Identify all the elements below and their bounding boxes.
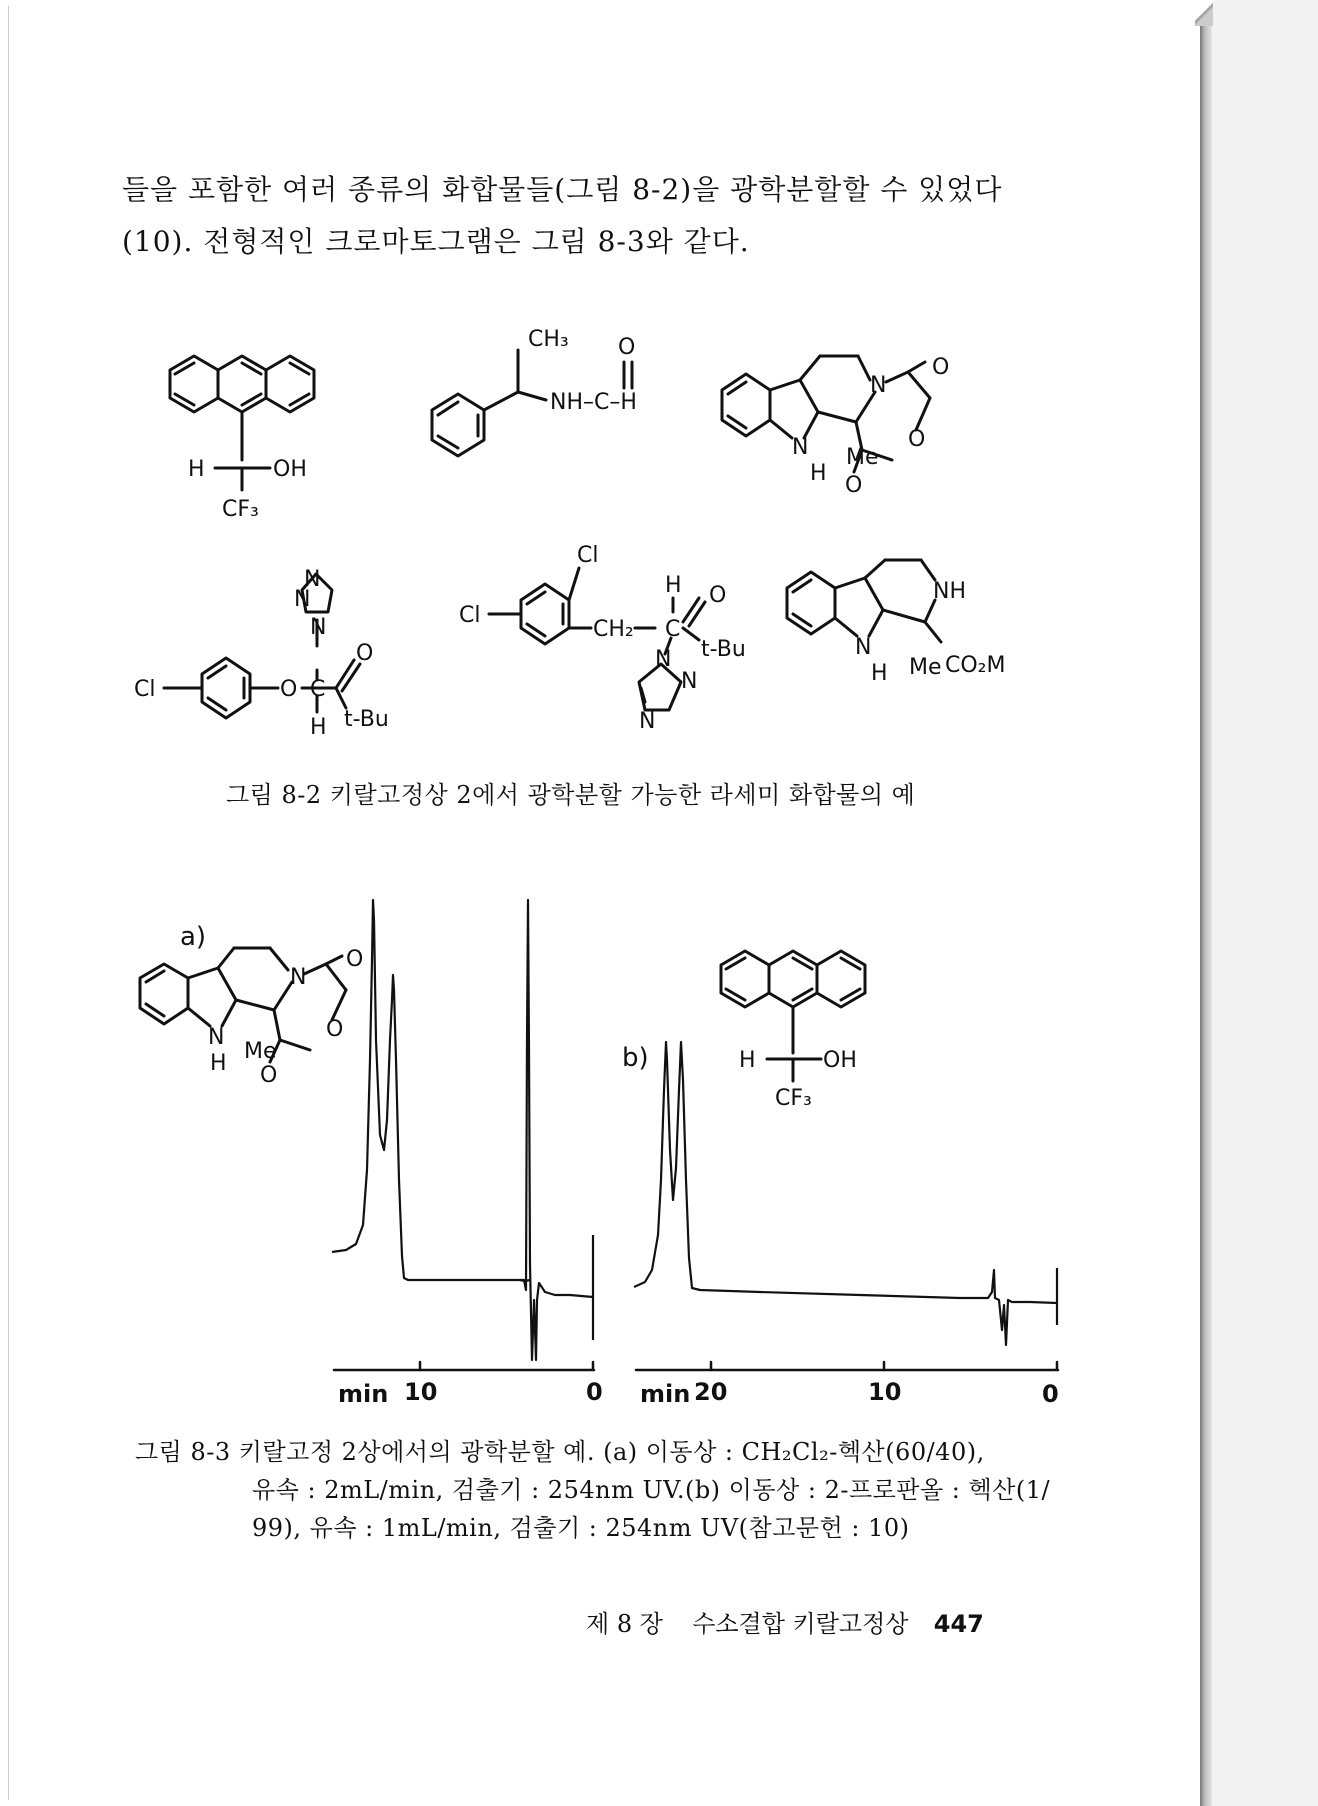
atom-label: H [188,457,205,482]
atom-label: OH [823,1048,857,1073]
atom-label: t-Bu [701,637,746,662]
atom-label: CF₃ [222,497,259,522]
atom-label: CF₃ [775,1086,812,1111]
axis-a-unit: min [338,1380,389,1408]
atom-label: O [908,427,926,452]
axis-a-tick-label: 0 [586,1378,603,1406]
atom-label: H [739,1048,756,1073]
atom-label: CO₂M [945,653,1006,678]
atom-label: NH–C–H [550,390,637,415]
atom-label: N [855,635,872,660]
trace-a [332,900,530,1281]
chromatogram-a [332,900,603,1408]
panel-b-label: b) [622,1043,649,1073]
atom-label: OH [273,457,307,482]
atom-label: O [932,355,950,380]
atom-label: Cl [577,543,599,568]
atom-label: O [260,1063,278,1088]
atom-label: Me [909,655,942,680]
atom-label: NH [933,579,966,604]
axis-b-tick-label: 10 [868,1378,902,1406]
atom-label: O [326,1017,344,1042]
atom-label: H [210,1051,227,1076]
body-text-line-2: (10). 전형적인 크로마토그램은 그림 8-3와 같다. [122,225,750,258]
atom-label: H [871,661,888,686]
atom-label: Cl [134,677,156,702]
footer-title: 수소결합 키랄고정상 [692,1610,909,1638]
atom-label: O [346,947,364,972]
atom-label: O [618,335,636,360]
body-text-line-1: 들을 포함한 여러 종류의 화합물들(그림 8-2)을 광학분할할 수 있었다 [122,173,1003,206]
atom-label: O [845,473,863,498]
chromatogram-b [634,1042,1059,1408]
atom-label: CH₃ [528,327,569,352]
atom-label: N [681,669,698,694]
atom-label: C [665,617,681,642]
page-number: 447 [933,1610,984,1638]
figure-8-3-caption-line-3: 99), 유속 : 1mL/min, 검출기 : 254nm UV(참고문헌 : 10) [252,1514,910,1542]
axis-a-tick-label: 10 [404,1378,438,1406]
atom-label: N [310,615,327,640]
atom-label: N [792,435,809,460]
footer-chapter: 제 8 장 [586,1610,663,1638]
figure-8-3-caption-line-1: 그림 8-3 키랄고정 2상에서의 광학분할 예. (a) 이동상 : CH₂Cl₂-헥산(60/40), [135,1438,985,1466]
atom-label: t-Bu [344,707,389,732]
atom-label: N [304,567,321,592]
figure-8-3-caption-line-2: 유속 : 2mL/min, 검출기 : 254nm UV.(b) 이동상 : 2-프로판올 : 헥산(1/ [252,1476,1051,1504]
atom-label: Me [846,445,879,470]
axis-b-tick-label: 20 [694,1378,728,1406]
atom-label: Me [244,1039,277,1064]
atom-label: N [290,965,307,990]
running-footer [586,1604,984,1639]
atom-label: CH₂ [593,617,634,642]
atom-label: C [310,677,326,702]
trace-b [634,1042,1057,1345]
atom-label: N [294,587,311,612]
atom-label: Cl [459,603,481,628]
atom-label: N [208,1025,225,1050]
atom-label: N [639,709,656,734]
atom-label: N [870,373,887,398]
atom-label: H [665,573,682,598]
trace-a-solvent [520,900,593,1360]
figure-8-2-caption: 그림 8-2 키랄고정상 2에서 광학분할 가능한 라세미 화합물의 예 [226,781,916,809]
axis-b-tick-label: 0 [1042,1380,1059,1408]
axis-b-unit: min [640,1380,691,1408]
atom-label: O [356,641,374,666]
atom-label: O [280,677,298,702]
atom-label: N [655,647,672,672]
atom-label: H [310,715,327,740]
atom-label: O [709,583,727,608]
atom-label: H [810,461,827,486]
panel-a-label: a) [180,922,207,952]
